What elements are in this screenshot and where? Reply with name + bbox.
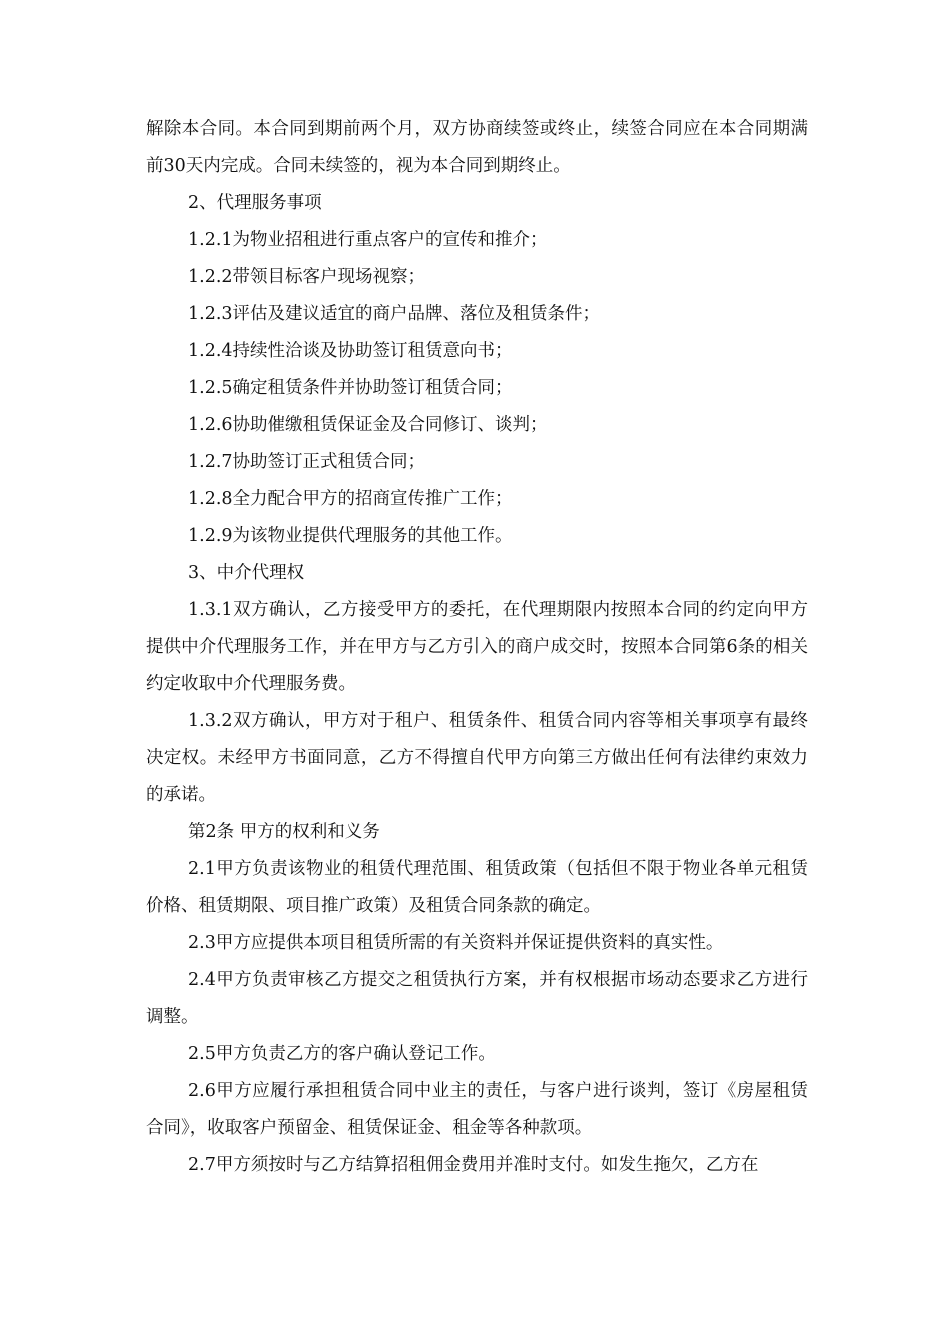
clause-2-1: 2.1甲方负责该物业的租赁代理范围、租赁政策（包括但不限于物业各单元租赁价格、租赁期限、项目推广政策）及租赁合同条款的确定。 <box>146 859 808 916</box>
heading-intermediary-agency-right: 3、中介代理权 <box>188 563 305 583</box>
clause-1-2-3: 1.2.3评估及建议适宜的商户品牌、落位及租赁条件； <box>188 304 601 324</box>
clause-1-2-1: 1.2.1为物业招租进行重点客户的宣传和推介； <box>188 230 548 250</box>
clause-1-2-4: 1.2.4持续性洽谈及协助签订租赁意向书； <box>188 341 513 361</box>
paragraph-termination-continuation: 解除本合同。本合同到期前两个月，双方协商续签或终止，续签合同应在本合同期满前30天内完成。合同未续签的，视为本合同到期终止。 <box>146 119 808 176</box>
clause-2-4: 2.4甲方负责审核乙方提交之租赁执行方案，并有权根据市场动态要求乙方进行调整。 <box>146 970 808 1027</box>
heading-agency-services: 2、代理服务事项 <box>188 193 322 213</box>
clause-1-2-8: 1.2.8全力配合甲方的招商宣传推广工作； <box>188 489 513 509</box>
clause-1-2-7: 1.2.7协助签订正式租赁合同； <box>188 452 426 472</box>
clause-2-5: 2.5甲方负责乙方的客户确认登记工作。 <box>188 1044 496 1064</box>
clause-1-2-9: 1.2.9为该物业提供代理服务的其他工作。 <box>188 526 513 546</box>
clause-1-2-6: 1.2.6协助催缴租赁保证金及合同修订、谈判； <box>188 415 548 435</box>
clause-2-7: 2.7甲方须按时与乙方结算招租佣金费用并准时支付。如发生拖欠，乙方在 <box>188 1155 759 1175</box>
document-body <box>146 111 808 1184</box>
heading-article-2: 第2条 甲方的权利和义务 <box>188 822 380 842</box>
clause-1-3-1: 1.3.1双方确认，乙方接受甲方的委托，在代理期限内按照本合同的约定向甲方提供中介代理服务工作，并在甲方与乙方引入的商户成交时，按照本合同第6条的相关约定收取中介代理服务费。 <box>146 600 808 694</box>
clause-1-2-2: 1.2.2带领目标客户现场视察； <box>188 267 426 287</box>
clause-1-3-2: 1.3.2双方确认，甲方对于租户、租赁条件、租赁合同内容等相关事项享有最终决定权。未经甲方书面同意，乙方不得擅自代甲方向第三方做出任何有法律约束效力的承诺。 <box>146 711 808 805</box>
clause-1-2-5: 1.2.5确定租赁条件并协助签订租赁合同； <box>188 378 513 398</box>
clause-2-6: 2.6甲方应履行承担租赁合同中业主的责任，与客户进行谈判，签订《房屋租赁合同》，收取客户预留金、租赁保证金、租金等各种款项。 <box>146 1081 808 1138</box>
clause-2-3: 2.3甲方应提供本项目租赁所需的有关资料并保证提供资料的真实性。 <box>188 933 724 953</box>
